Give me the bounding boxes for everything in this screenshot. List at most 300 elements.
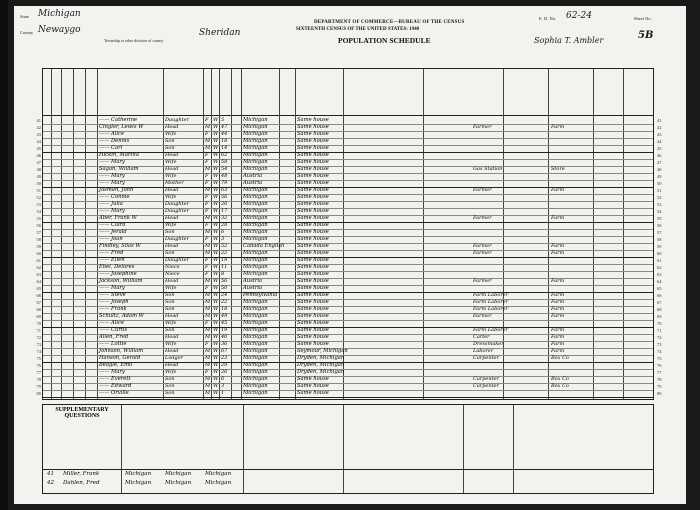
cell-occupation: Farmer <box>473 250 492 256</box>
cell-race: W <box>213 236 219 242</box>
cell-residence: Same house <box>297 229 329 235</box>
cell-name: —— Jerald <box>99 229 127 235</box>
line-number: 58 <box>36 237 41 242</box>
cell-name: —— Mary <box>99 173 125 179</box>
cell-birthplace: Michigan <box>243 320 268 326</box>
table-row <box>36 355 662 362</box>
line-number-right: 43 <box>657 132 662 137</box>
sup-cell-mother: Michigan <box>205 480 232 486</box>
line-number-right: 64 <box>657 279 662 284</box>
table-row <box>36 222 662 229</box>
cell-residence: Same house <box>297 117 329 123</box>
cell-age: 24 <box>221 292 228 298</box>
line-number-right: 62 <box>657 265 662 270</box>
cell-residence: Seymour, Michigan <box>297 348 348 354</box>
cell-age: 56 <box>221 278 228 284</box>
cell-relation: Head <box>165 166 179 172</box>
cell-industry: Farm <box>551 278 565 284</box>
cell-occupation: Dressmaker <box>473 341 504 347</box>
table-row <box>36 376 662 383</box>
cell-relation: Head <box>165 243 179 249</box>
line-number-right: 45 <box>657 146 662 151</box>
cell-occupation: Farmer <box>473 243 492 249</box>
line-number-right: 51 <box>657 188 662 193</box>
cell-residence: Same house <box>297 264 329 270</box>
cell-name: Jasman, John <box>99 187 134 193</box>
cell-relation: Son <box>165 138 175 144</box>
cell-age: 47 <box>221 124 228 130</box>
table-row <box>36 208 662 215</box>
line-number-right: 41 <box>657 118 662 123</box>
line-number: 50 <box>36 181 41 186</box>
cell-age: 23 <box>221 355 228 361</box>
line-number: 63 <box>36 272 41 277</box>
cell-relation: Daughter <box>165 208 189 214</box>
cell-birthplace: Michigan <box>243 369 268 375</box>
cell-birthplace: Michigan <box>243 383 268 389</box>
cell-relation: Head <box>165 124 179 130</box>
cell-name: Aber, Frank W <box>99 215 137 221</box>
cell-birthplace: Michigan <box>243 390 268 396</box>
table-row <box>36 131 662 138</box>
table-row <box>36 313 662 320</box>
cell-sex: M <box>205 138 211 144</box>
cell-sex: M <box>205 334 211 340</box>
cell-name: Johnson, William <box>99 348 144 354</box>
cell-age: 11 <box>221 264 228 270</box>
cell-age: 19 <box>221 257 228 263</box>
cell-name: —— Mary <box>99 180 125 186</box>
cell-age: 52 <box>221 243 228 249</box>
cell-name: —— Joseph <box>99 299 129 305</box>
line-number-right: 79 <box>657 384 662 389</box>
cell-relation: Son <box>165 383 175 389</box>
cell-sex: F <box>205 194 209 200</box>
cell-birthplace: Michigan <box>243 222 268 228</box>
cell-birthplace: Michigan <box>243 208 268 214</box>
cell-age: 63 <box>221 187 228 193</box>
cell-sex: M <box>205 348 211 354</box>
cell-sex: F <box>205 180 209 186</box>
cell-sex: F <box>205 369 209 375</box>
cell-residence: Dryden, Michigan <box>297 369 345 375</box>
cell-race: W <box>213 152 219 158</box>
line-number-right: 71 <box>657 328 662 333</box>
line-number: 68 <box>36 307 41 312</box>
cell-age: 14 <box>221 145 228 151</box>
cell-occupation: Farm Laborer <box>473 299 509 305</box>
cell-birthplace: Austria <box>243 278 263 284</box>
cell-age: 67 <box>221 348 228 354</box>
cell-birthplace: Michigan <box>243 138 268 144</box>
cell-name: Hanson, Gerald <box>99 355 141 361</box>
sheet-label: Sheet No. <box>634 16 652 21</box>
line-number-right: 47 <box>657 160 662 165</box>
cell-sex: F <box>205 131 209 137</box>
cell-occupation: Farmer <box>473 278 492 284</box>
cell-occupation: Farmer <box>473 187 492 193</box>
cell-relation: Son <box>165 327 175 333</box>
cell-age: 32 <box>221 215 228 221</box>
cell-birthplace: Michigan <box>243 306 268 312</box>
cell-birthplace: Pennsylvania <box>243 292 278 298</box>
cell-residence: Same house <box>297 145 329 151</box>
cell-sex: F <box>205 320 209 326</box>
line-number: 53 <box>36 202 41 207</box>
cell-relation: Wife <box>165 131 177 137</box>
cell-sex: F <box>205 201 209 207</box>
cell-residence: Same house <box>297 180 329 186</box>
line-number: 80 <box>36 391 41 396</box>
cell-residence: Same house <box>297 131 329 137</box>
cell-relation: Wife <box>165 285 177 291</box>
cell-race: W <box>213 292 219 298</box>
cell-birthplace: Michigan <box>243 131 268 137</box>
table-row <box>36 229 662 236</box>
census-title: SIXTEENTH CENSUS OF THE UNITED STATES: 1940 <box>296 27 420 32</box>
cell-age: 40 <box>221 334 228 340</box>
table-row <box>36 187 662 194</box>
supplementary-section <box>42 404 654 494</box>
cell-birthplace: Michigan <box>243 334 268 340</box>
cell-race: W <box>213 285 219 291</box>
table-row <box>36 292 662 299</box>
cell-sex: M <box>205 327 211 333</box>
cell-industry: Farm <box>551 215 565 221</box>
line-number: 42 <box>36 125 41 130</box>
table-row <box>36 327 662 334</box>
line-number: 56 <box>36 223 41 228</box>
cell-residence: Same house <box>297 383 329 389</box>
cell-relation: Son <box>165 306 175 312</box>
line-number-right: 76 <box>657 363 662 368</box>
cell-industry: Farm <box>551 313 565 319</box>
cell-relation: Head <box>165 362 179 368</box>
table-row <box>36 166 662 173</box>
cell-relation: Wife <box>165 341 177 347</box>
cell-relation: Niece <box>165 271 180 277</box>
table-row <box>36 138 662 145</box>
table-row <box>36 194 662 201</box>
cell-sex: F <box>205 341 209 347</box>
cell-industry: Box Co <box>551 383 569 389</box>
table-row <box>36 320 662 327</box>
cell-race: W <box>213 271 219 277</box>
cell-birthplace: Michigan <box>243 236 268 242</box>
cell-sex: F <box>205 264 209 270</box>
cell-residence: Same house <box>297 124 329 130</box>
cell-race: W <box>213 257 219 263</box>
cell-race: W <box>213 138 219 144</box>
cell-age: 17 <box>221 208 228 214</box>
cell-name: Findley, Silas W <box>99 243 141 249</box>
table-row <box>36 243 662 250</box>
cell-name: —— Catherine <box>99 117 138 123</box>
cell-residence: Same house <box>297 285 329 291</box>
cell-birthplace: Michigan <box>243 229 268 235</box>
cell-age: 19 <box>221 327 228 333</box>
cell-birthplace: Michigan <box>243 187 268 193</box>
cell-age: 50 <box>221 285 228 291</box>
cell-sex: M <box>205 124 211 130</box>
cell-name: —— Alice <box>99 320 125 326</box>
line-number-right: 60 <box>657 251 662 256</box>
cell-residence: Same house <box>297 271 329 277</box>
line-number: 73 <box>36 342 41 347</box>
line-number-right: 49 <box>657 174 662 179</box>
cell-birthplace: Michigan <box>243 313 268 319</box>
cell-birthplace: Michigan <box>243 166 268 172</box>
cell-name: —— Edward <box>99 383 132 389</box>
line-number: 52 <box>36 195 41 200</box>
cell-residence: Same house <box>297 243 329 249</box>
line-number: 60 <box>36 251 41 256</box>
cell-industry: Farm <box>551 341 565 347</box>
table-row <box>36 299 662 306</box>
cell-birthplace: Michigan <box>243 159 268 165</box>
cell-name: Beagle, Emil <box>99 362 133 368</box>
ed-value: 62-24 <box>566 11 592 21</box>
cell-sex: M <box>205 166 211 172</box>
cell-name: —— Mary <box>99 369 125 375</box>
cell-relation: Wife <box>165 320 177 326</box>
table-row <box>36 124 662 131</box>
cell-birthplace: Canada English <box>243 243 285 249</box>
cell-race: W <box>213 278 219 284</box>
cell-race: W <box>213 117 219 123</box>
cell-sex: M <box>205 390 211 396</box>
cell-age: 48 <box>221 173 228 179</box>
cell-sex: M <box>205 362 211 368</box>
cell-name: —— Frank <box>99 306 127 312</box>
cell-industry: Farm <box>551 348 565 354</box>
ed-label: E. D. No. <box>539 16 557 21</box>
cell-relation: Wife <box>165 194 177 200</box>
header-divider <box>43 115 653 116</box>
cell-race: W <box>213 208 219 214</box>
cell-occupation: Carter <box>473 334 490 340</box>
cell-relation: Lodger <box>165 355 184 361</box>
cell-sex: M <box>205 299 211 305</box>
cell-race: W <box>213 383 219 389</box>
line-number-right: 46 <box>657 153 662 158</box>
cell-age: 36 <box>221 341 228 347</box>
cell-relation: Mother <box>165 180 184 186</box>
cell-sex: M <box>205 355 211 361</box>
cell-name: —— Dennis <box>99 138 130 144</box>
cell-age: 6 <box>221 229 225 235</box>
cell-name: —— Julia <box>99 201 123 207</box>
cell-occupation: Farmer <box>473 215 492 221</box>
table-row <box>36 348 662 355</box>
cell-sex: F <box>205 236 209 242</box>
line-number: 59 <box>36 244 41 249</box>
cell-name: Sagan, William <box>99 166 139 172</box>
sup-cell-father: Michigan <box>165 480 192 486</box>
cell-residence: Same house <box>297 341 329 347</box>
cell-residence: Same house <box>297 278 329 284</box>
cell-relation: Daughter <box>165 257 189 263</box>
cell-occupation: Carpenter <box>473 355 499 361</box>
cell-relation: Daughter <box>165 236 189 242</box>
cell-relation: Son <box>165 292 175 298</box>
cell-age: 3 <box>221 383 225 389</box>
cell-relation: Wife <box>165 159 177 165</box>
cell-race: W <box>213 299 219 305</box>
cell-relation: Son <box>165 376 175 382</box>
cell-birthplace: Michigan <box>243 376 268 382</box>
supplementary-row <box>43 471 653 480</box>
line-number: 48 <box>36 167 41 172</box>
table-row <box>36 257 662 264</box>
cell-name: Allen, Fred <box>99 334 129 340</box>
cell-name: —— Alice <box>99 131 125 137</box>
cell-race: W <box>213 229 219 235</box>
line-number: 66 <box>36 293 41 298</box>
cell-name: —— Josephine <box>99 271 137 277</box>
cell-age: 22 <box>221 299 228 305</box>
schedule-title: POPULATION SCHEDULE <box>338 36 431 45</box>
cell-age: 49 <box>221 313 228 319</box>
sup-cell-father: Michigan <box>165 471 192 477</box>
line-number: 76 <box>36 363 41 368</box>
cell-sex: M <box>205 187 211 193</box>
table-row <box>36 236 662 243</box>
line-number-right: 69 <box>657 314 662 319</box>
cell-race: W <box>213 166 219 172</box>
cell-residence: Same house <box>297 201 329 207</box>
line-number: 55 <box>36 216 41 221</box>
supplementary-row <box>43 480 653 489</box>
line-number-right: 52 <box>657 195 662 200</box>
cell-residence: Same house <box>297 334 329 340</box>
cell-race: W <box>213 348 219 354</box>
cell-residence: Same house <box>297 257 329 263</box>
cell-occupation: Laborer <box>473 348 494 354</box>
cell-industry: Farm <box>551 299 565 305</box>
cell-residence: Same house <box>297 327 329 333</box>
cell-residence: Same house <box>297 376 329 382</box>
cell-sex: M <box>205 243 211 249</box>
cell-relation: Son <box>165 229 175 235</box>
table-row <box>36 334 662 341</box>
cell-birthplace: Austria <box>243 285 263 291</box>
cell-relation: Head <box>165 334 179 340</box>
cell-sex: M <box>205 376 211 382</box>
cell-name: —— Lottie <box>99 341 127 347</box>
cell-sex: F <box>205 208 209 214</box>
line-number-right: 74 <box>657 349 662 354</box>
cell-occupation: Farm Laborer <box>473 292 509 298</box>
cell-sex: M <box>205 306 211 312</box>
township-label: Township or other division of county <box>104 38 164 43</box>
cell-race: W <box>213 341 219 347</box>
cell-relation: Head <box>165 215 179 221</box>
table-row <box>36 173 662 180</box>
cell-relation: Niece <box>165 264 180 270</box>
cell-sex: M <box>205 313 211 319</box>
cell-sex: F <box>205 152 209 158</box>
line-number: 47 <box>36 160 41 165</box>
cell-relation: Wife <box>165 369 177 375</box>
cell-industry: Farm <box>551 187 565 193</box>
cell-relation: Son <box>165 145 175 151</box>
line-number-right: 65 <box>657 286 662 291</box>
line-number: 49 <box>36 174 41 179</box>
cell-birthplace: Michigan <box>243 271 268 277</box>
cell-name: Cingler, Lewis W <box>99 124 144 130</box>
cell-occupation: Farmer <box>473 313 492 319</box>
line-number: 62 <box>36 265 41 270</box>
cell-race: W <box>213 313 219 319</box>
line-number-right: 48 <box>657 167 662 172</box>
line-number: 41 <box>36 118 41 123</box>
line-number: 72 <box>36 335 41 340</box>
sup-cell-birthplace: Michigan <box>125 471 152 477</box>
table-row <box>36 390 662 397</box>
line-number: 46 <box>36 153 41 158</box>
line-number-right: 61 <box>657 258 662 263</box>
cell-race: W <box>213 131 219 137</box>
cell-industry: Farm <box>551 306 565 312</box>
line-number: 61 <box>36 258 41 263</box>
sheet-value: 5B <box>638 30 654 41</box>
cell-residence: Same house <box>297 215 329 221</box>
cell-sex: F <box>205 222 209 228</box>
enumerator-name: Sophia T. Ambler <box>534 36 604 45</box>
cell-relation: Daughter <box>165 117 189 123</box>
cell-race: W <box>213 180 219 186</box>
cell-name: Ebel, Delores <box>99 264 135 270</box>
cell-age: 45 <box>221 320 228 326</box>
cell-relation: Head <box>165 152 179 158</box>
cell-race: W <box>213 320 219 326</box>
county-value: Newaygo <box>38 25 81 35</box>
state-label: State <box>20 14 29 19</box>
cell-occupation: Gas Station <box>473 166 503 172</box>
line-number-right: 42 <box>657 125 662 130</box>
cell-birthplace: Austria <box>243 180 263 186</box>
cell-age: 28 <box>221 222 228 228</box>
cell-birthplace: Michigan <box>243 348 268 354</box>
cell-industry: Farm <box>551 327 565 333</box>
cell-residence: Same house <box>297 152 329 158</box>
line-number: 70 <box>36 321 41 326</box>
row-rule <box>43 397 653 398</box>
cell-age: 22 <box>221 250 228 256</box>
population-table <box>36 68 662 400</box>
line-number: 78 <box>36 377 41 382</box>
sup-cell-birthplace: Michigan <box>125 480 152 486</box>
sup-cell-mother: Michigan <box>205 471 232 477</box>
cell-residence: Same house <box>297 166 329 172</box>
cell-sex: F <box>205 117 209 123</box>
cell-name: —— Connie <box>99 194 130 200</box>
table-row <box>36 369 662 376</box>
line-number: 45 <box>36 146 41 151</box>
cell-name: Hickin, Martha <box>99 152 139 158</box>
cell-sex: M <box>205 383 211 389</box>
line-number: 44 <box>36 139 41 144</box>
cell-age: 1 <box>221 390 225 396</box>
cell-residence: Dryden, Michigan <box>297 355 345 361</box>
line-number: 79 <box>36 384 41 389</box>
cell-residence: Same house <box>297 236 329 242</box>
cell-sex: M <box>205 278 211 284</box>
cell-race: W <box>213 145 219 151</box>
cell-race: W <box>213 187 219 193</box>
table-row <box>36 250 662 257</box>
